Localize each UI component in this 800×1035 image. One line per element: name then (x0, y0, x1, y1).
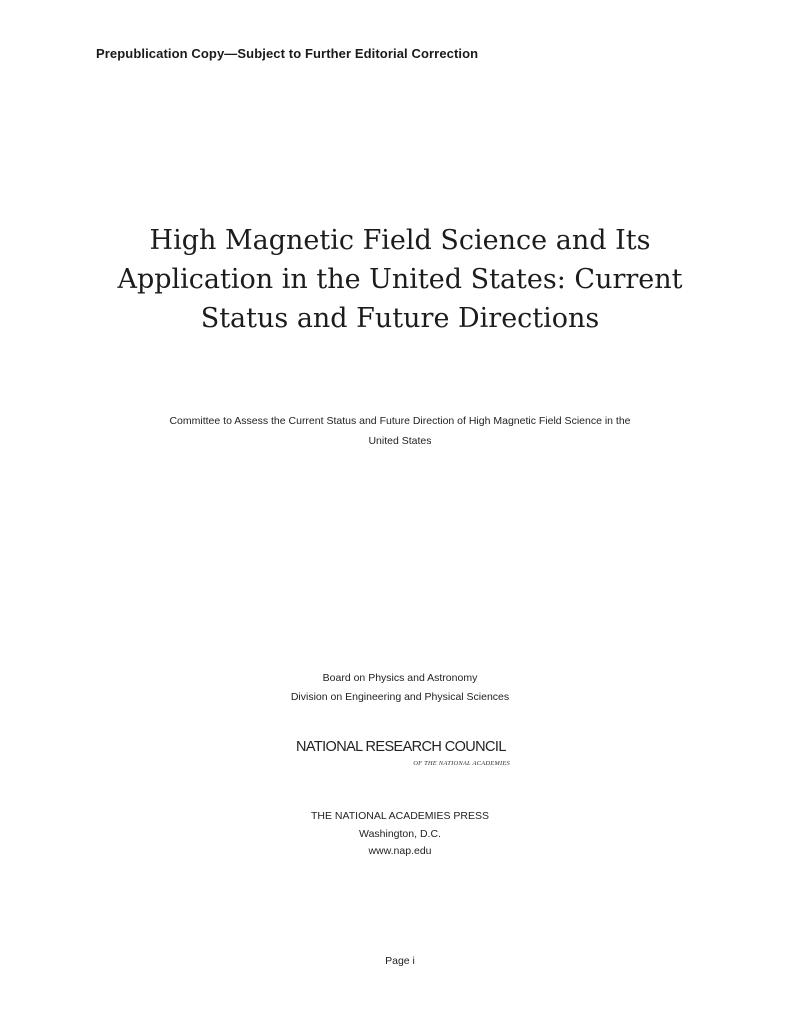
division-name: Division on Engineering and Physical Sciences (290, 691, 510, 703)
title-line: Status and Future Directions (200, 303, 600, 334)
prepublication-notice: Prepublication Copy—Subject to Further Editorial Correction (96, 46, 479, 61)
title-line: Application in the United States: Current (117, 264, 683, 295)
committee-line: United States (368, 435, 432, 447)
nrc-logo (296, 739, 516, 773)
nrc-logo-subtitle: OF THE NATIONAL ACADEMIES (413, 760, 510, 767)
committee-name (90, 411, 710, 451)
report-title (80, 221, 720, 338)
title-line: High Magnetic Field Science and Its (149, 225, 651, 256)
publisher-name: THE NATIONAL ACADEMIES PRESS (311, 810, 489, 822)
publisher-block (200, 808, 600, 861)
organization-block (200, 669, 600, 707)
nrc-logo-name: NATIONAL RESEARCH COUNCIL (296, 739, 506, 755)
page-number: Page i (385, 955, 415, 967)
publisher-url: www.nap.edu (368, 845, 432, 857)
board-name: Board on Physics and Astronomy (322, 672, 478, 684)
committee-line: Committee to Assess the Current Status and Future Direction of High Magnetic Field Science in the (169, 415, 631, 427)
publisher-city: Washington, D.C. (359, 827, 441, 840)
